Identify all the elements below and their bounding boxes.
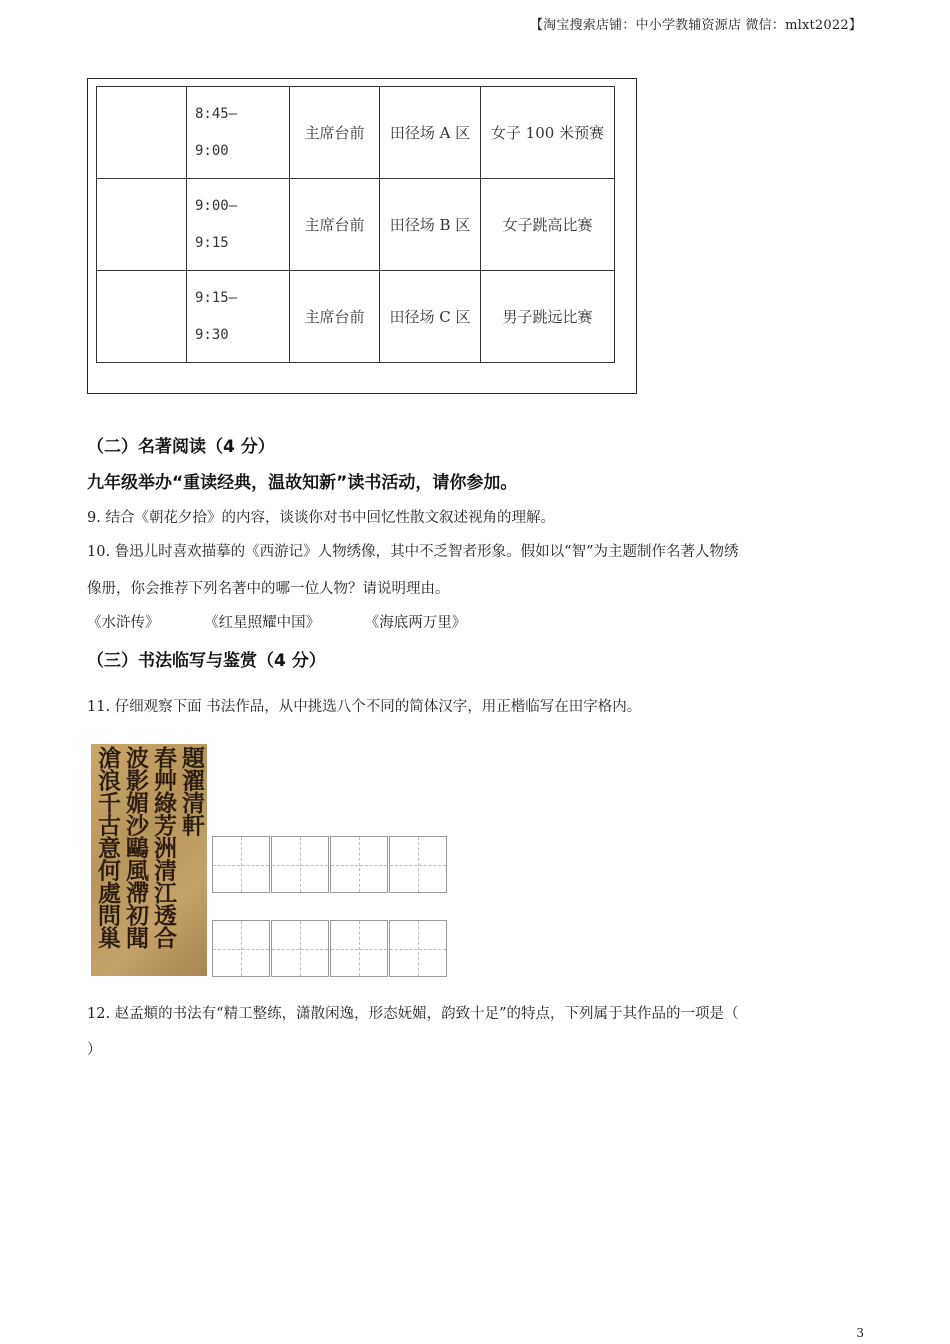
calligraphy-image xyxy=(91,744,207,976)
place-cell: 主席台前 xyxy=(290,87,380,179)
calligraphy-column: 滄浪千古意何處問巢 xyxy=(94,746,121,949)
table-row xyxy=(97,87,615,179)
tian-cell[interactable] xyxy=(389,920,447,977)
calligraphy-column: 波影媚沙鷗風滯初聞 xyxy=(122,746,149,949)
tian-cell[interactable] xyxy=(389,836,447,893)
event-cell: 男子跳远比赛 xyxy=(481,271,615,363)
book-option: 《水浒传》 xyxy=(87,615,160,631)
section-title-reading: （二）名著阅读（4 分） xyxy=(87,437,275,457)
time-start: 9:00— xyxy=(195,197,238,214)
time-start: 8:45— xyxy=(195,105,238,122)
tian-grid-row-1 xyxy=(212,836,448,893)
time-start: 9:15— xyxy=(195,289,238,306)
area-cell: 田径场 A 区 xyxy=(380,87,481,179)
book-option: 《海底两万里》 xyxy=(364,615,467,631)
calligraphy-column: 春艸綠芳洲清江透合 xyxy=(150,746,177,949)
schedule-table xyxy=(96,86,615,363)
place-cell: 主席台前 xyxy=(290,271,380,363)
tian-cell[interactable] xyxy=(212,836,270,893)
event-cell: 女子 100 米预赛 xyxy=(481,87,615,179)
question-9: 9. 结合《朝花夕拾》的内容，谈谈你对书中回忆性散文叙述视角的理解。 xyxy=(87,510,555,526)
question-12-line1: 12. 赵孟頫的书法有“精工整练，潇散闲逸，形态妩媚，韵致十足”的特点，下列属于其作品的一项是（ xyxy=(87,1006,739,1022)
tian-cell[interactable] xyxy=(330,920,388,977)
header-text: 【淘宝搜索店铺：中小学教辅资源店 微信：mlxt2022】 xyxy=(529,18,862,33)
tian-cell[interactable] xyxy=(330,836,388,893)
book-option: 《红星照耀中国》 xyxy=(204,615,321,631)
reading-intro: 九年级举办“重读经典，温故知新”读书活动，请你参加。 xyxy=(87,473,518,493)
question-11: 11. 仔细观察下面 书法作品，从中挑选八个不同的简体汉字，用正楷临写在田字格内。 xyxy=(87,699,642,715)
place-cell: 主席台前 xyxy=(290,179,380,271)
question-12-line2: ） xyxy=(87,1042,102,1058)
area-cell: 田径场 C 区 xyxy=(380,271,481,363)
question-10-line2: 像册，你会推荐下列名著中的哪一位人物？请说明理由。 xyxy=(87,581,450,597)
event-cell: 女子跳高比赛 xyxy=(481,179,615,271)
area-cell: 田径场 B 区 xyxy=(380,179,481,271)
question-10-line1: 10. 鲁迅儿时喜欢描摹的《西游记》人物绣像，其中不乏智者形象。假如以“智”为主题制作名著人物绣 xyxy=(87,544,739,560)
tian-cell[interactable] xyxy=(212,920,270,977)
tian-cell[interactable] xyxy=(271,920,329,977)
table-row xyxy=(97,271,615,363)
tian-cell[interactable] xyxy=(271,836,329,893)
section-title-calligraphy: （三）书法临写与鉴赏（4 分） xyxy=(87,651,326,671)
table-row xyxy=(97,179,615,271)
page-number: 3 xyxy=(856,1326,864,1340)
book-options xyxy=(87,611,506,632)
time-end: 9:00 xyxy=(195,142,229,159)
calligraphy-column: 題濯清軒 xyxy=(178,746,205,836)
time-end: 9:30 xyxy=(195,326,229,343)
time-end: 9:15 xyxy=(195,234,229,251)
tian-grid-row-2 xyxy=(212,920,448,977)
